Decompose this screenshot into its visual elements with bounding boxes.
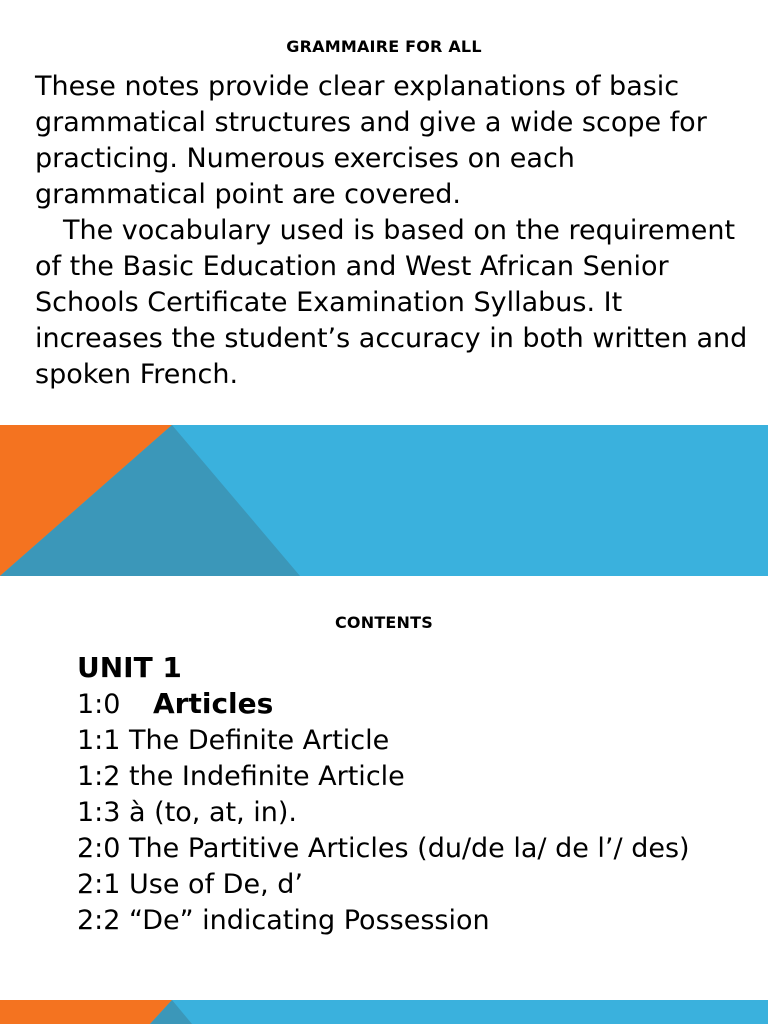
body-paragraph: These notes provide clear explanations of basic grammatical structures and give a wide scope for practicing. Numerous exercises on each grammatical point are covered. [35, 71, 707, 210]
unit-heading: UNIT 1 [77, 651, 182, 684]
slide-title: CONTENTS [334, 613, 433, 632]
divider-orange-triangle [0, 1000, 172, 1024]
contents-item: 2:1 Use of De, d’ [77, 869, 303, 900]
contents-item: 1:3 à (to, at, in). [77, 797, 297, 828]
body-paragraph: The vocabulary used is based on the requirement of the Basic Education and West African Senior Schools Certificate Examination Syllabus. It increases the student’s accuracy in both written and spoken French. [35, 215, 748, 390]
slide-divider-graphic [0, 425, 768, 576]
contents-item [77, 686, 737, 723]
slide-intro [0, 0, 768, 425]
divider-shapes [0, 425, 768, 576]
contents-item-number: 1:0 [77, 689, 121, 720]
contents-item: 2:0 The Partitive Articles (du/de la/ de l’/ des) [77, 833, 690, 864]
slide-divider-graphic [0, 1000, 768, 1024]
slide-title: GRAMMAIRE FOR ALL [286, 37, 482, 56]
contents-item: 1:1 The Definite Article [77, 725, 390, 756]
contents-list [77, 650, 737, 939]
divider-shapes [0, 1000, 768, 1024]
slide-body [35, 69, 750, 393]
contents-item-label: Articles [153, 687, 274, 720]
contents-item: 2:2 “De” indicating Possession [77, 905, 490, 936]
contents-item: 1:2 the Indefinite Article [77, 761, 405, 792]
slide-contents [0, 576, 768, 1000]
